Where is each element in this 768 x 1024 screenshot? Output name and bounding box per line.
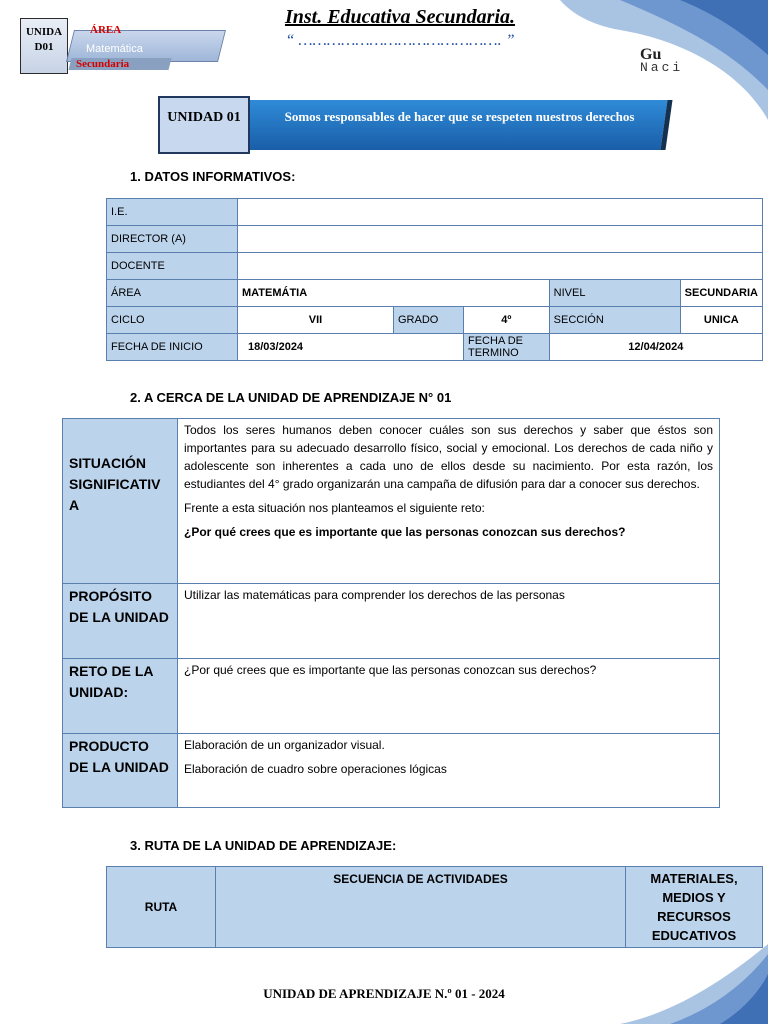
ciclo-label: CICLO — [107, 307, 238, 334]
reto-label: RETO DE LA UNIDAD: — [63, 659, 178, 734]
producto-item: Elaboración de cuadro sobre operaciones lógicas — [184, 762, 447, 776]
unit-banner-label: UNIDAD 01 — [158, 96, 250, 154]
secuencia-column-header: SECUENCIA DE ACTIVIDADES — [216, 867, 626, 948]
table-row — [107, 280, 763, 307]
docente-value — [238, 253, 763, 280]
fecha-termino-label: FECHA DE TERMINO — [464, 334, 550, 361]
footer-corner-decoration — [610, 944, 768, 1024]
fecha-termino-value: 12/04/2024 — [549, 334, 762, 361]
situacion-paragraph: Todos los seres humanos deben conocer cuáles son sus derechos y saber que éstos son importantes para su adecuado desarrollo físico, social y emocional. Los derechos de cada niño y adolescente son inherentes a cada uno de ellos desde su nacimiento. Por esta razón, los estudiantes del 4° grado organizarán una campaña de difusión para dar a conocer sus derechos. — [184, 423, 713, 491]
table-row — [107, 199, 763, 226]
materiales-column-header: MATERIALES, MEDIOS Y RECURSOS EDUCATIVOS — [626, 867, 763, 948]
nivel-value: SECUNDARIA — [680, 280, 762, 307]
logo-subtext: Naci — [640, 60, 684, 75]
situacion-reto-intro: Frente a esta situación nos planteamos el siguiente reto: — [184, 501, 485, 515]
grado-value: 4º — [464, 307, 550, 334]
section-1-heading: 1. DATOS INFORMATIVOS: — [130, 169, 296, 184]
area-row-label: ÁREA — [107, 280, 238, 307]
proposito-text: Utilizar las matemáticas para comprender los derechos de las personas — [178, 584, 720, 659]
table-row — [63, 419, 720, 584]
datos-informativos-table — [106, 198, 763, 361]
ciclo-value: VII — [238, 307, 394, 334]
area-row-value: MATEMÁTIA — [238, 280, 550, 307]
producto-content — [178, 734, 720, 808]
docente-label: DOCENTE — [107, 253, 238, 280]
section-2-heading: 2. A CERCA DE LA UNIDAD DE APRENDIZAJE N° 01 — [130, 390, 452, 405]
table-row — [107, 226, 763, 253]
ie-value — [238, 199, 763, 226]
ruta-column-header: RUTA — [107, 867, 216, 948]
grado-label: GRADO — [394, 307, 464, 334]
unit-banner-bar — [240, 100, 672, 150]
situacion-label: SITUACIÓN SIGNIFICATIV A — [63, 419, 178, 584]
unidad-info-table — [62, 418, 720, 808]
footer-title: UNIDAD DE APRENDIZAJE N.º 01 - 2024 — [263, 986, 505, 1001]
fecha-inicio-label: FECHA DE INICIO — [107, 334, 238, 361]
unit-banner-title: Somos responsables de hacer que se respeten nuestros derechos — [284, 109, 635, 124]
proposito-label: PROPÓSITO DE LA UNIDAD — [63, 584, 178, 659]
logo-text: Gu — [640, 46, 662, 63]
reto-text: ¿Por qué crees que es importante que las personas conozcan sus derechos? — [178, 659, 720, 734]
situacion-content — [178, 419, 720, 584]
ie-label: I.E. — [107, 199, 238, 226]
seccion-label: SECCIÓN — [549, 307, 680, 334]
table-row — [107, 867, 763, 948]
institution-name-line: “ ……………………………………. ” — [285, 32, 515, 49]
ruta-table — [106, 866, 763, 948]
seccion-value: UNICA — [680, 307, 762, 334]
area-level: Secundaria — [76, 58, 130, 70]
table-row — [63, 659, 720, 734]
table-row — [107, 334, 763, 361]
director-label: DIRECTOR (A) — [107, 226, 238, 253]
producto-label: PRODUCTO DE LA UNIDAD — [63, 734, 178, 808]
table-row — [63, 734, 720, 808]
producto-item: Elaboración de un organizador visual. — [184, 738, 385, 752]
table-row — [63, 584, 720, 659]
table-row — [107, 307, 763, 334]
unit-badge: UNIDA D01 — [20, 18, 68, 74]
area-name: Matemática — [86, 43, 143, 55]
fecha-inicio-value: 18/03/2024 — [238, 334, 464, 361]
director-value — [238, 226, 763, 253]
situacion-reto-question: ¿Por qué crees que es importante que las personas conozcan sus derechos? — [184, 525, 626, 539]
section-3-heading: 3. RUTA DE LA UNIDAD DE APRENDIZAJE: — [130, 838, 397, 853]
institution-title: Inst. Educativa Secundaria. — [284, 6, 516, 28]
nivel-label: NIVEL — [549, 280, 680, 307]
area-label: ÁREA — [90, 24, 122, 36]
table-row — [107, 253, 763, 280]
